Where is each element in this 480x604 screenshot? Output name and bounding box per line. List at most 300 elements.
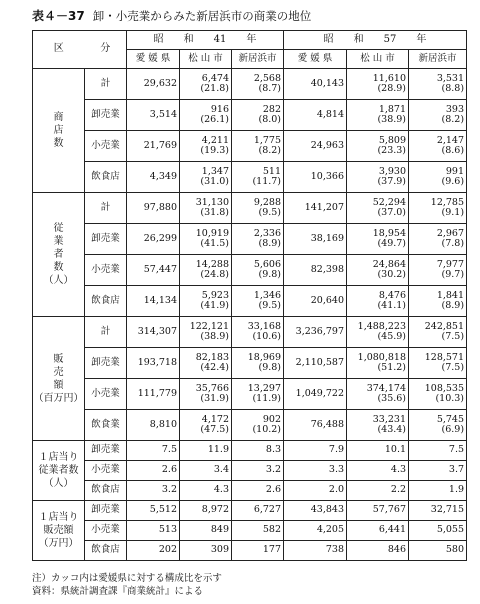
table-row — [33, 501, 467, 521]
cell-ratio: (7.5) — [441, 362, 465, 373]
cell-value: 5,809 — [378, 134, 407, 146]
cell-value: 5,606 — [253, 258, 282, 270]
table-cell — [409, 501, 467, 521]
table-cell — [347, 100, 409, 131]
cell-value: 12,785 — [430, 196, 465, 208]
table-cell — [409, 410, 467, 441]
table-cell — [284, 69, 347, 100]
cell-value: 18,969 — [247, 351, 282, 363]
table-cell — [127, 100, 180, 131]
row-label: 小売業 — [85, 131, 127, 162]
cell-value: 393 — [445, 103, 465, 115]
cell-value: 21,769 — [143, 139, 177, 151]
cell-ratio: (30.2) — [377, 269, 407, 280]
table-cell — [127, 255, 180, 286]
cell-value: 7.5 — [448, 444, 465, 456]
cell-value: 29,632 — [143, 77, 177, 89]
cell-value: 4,814 — [316, 108, 345, 120]
cell-ratio: (31.9) — [200, 393, 229, 404]
cell-value: 3.4 — [213, 464, 229, 476]
cell-ratio: (10.6) — [252, 331, 282, 342]
table-cell — [127, 410, 180, 441]
cell-value: 1,871 — [378, 103, 407, 115]
cell-value: 5,923 — [201, 289, 229, 301]
table-cell — [284, 224, 347, 255]
cell-value: 52,294 — [372, 196, 407, 208]
cell-value: 511 — [262, 165, 282, 177]
cell-ratio: (37.0) — [377, 207, 407, 218]
table-cell — [180, 521, 232, 541]
table-cell — [180, 255, 232, 286]
table-cell — [232, 441, 284, 461]
cell-value: 1,049,722 — [295, 387, 345, 399]
row-label: 卸売業 — [85, 100, 127, 131]
table-cell — [232, 348, 284, 379]
cell-value: 846 — [387, 544, 407, 556]
cell-ratio: (10.3) — [435, 393, 465, 404]
table-row — [33, 461, 467, 481]
table-cell — [127, 541, 180, 561]
table-cell — [347, 317, 409, 348]
table-row — [33, 317, 467, 348]
cell-value: 33,231 — [372, 413, 407, 425]
row-label: 小売業 — [85, 379, 127, 410]
header-row-periods — [33, 31, 467, 50]
table-cell — [127, 481, 180, 501]
cell-value: 111,779 — [137, 387, 177, 399]
table-cell — [180, 410, 232, 441]
cell-value: 309 — [210, 544, 229, 556]
cell-value: 122,121 — [189, 320, 229, 332]
table-cell — [347, 162, 409, 193]
cell-ratio: (49.7) — [377, 238, 407, 249]
cell-value: 9,288 — [253, 196, 282, 208]
table-cell — [127, 193, 180, 224]
cell-value: 3,930 — [378, 165, 407, 177]
cell-value: 18,954 — [372, 227, 407, 239]
cell-value: 8,810 — [149, 418, 177, 430]
row-label: 小売業 — [85, 521, 127, 541]
cell-ratio: (26.1) — [200, 114, 229, 125]
cell-value: 314,307 — [137, 325, 177, 337]
table-cell — [127, 521, 180, 541]
table-cell — [347, 348, 409, 379]
cell-ratio: (8.8) — [441, 83, 465, 94]
group-label: １店当り 販売額 （万円） — [33, 501, 85, 561]
table-cell — [180, 193, 232, 224]
table-cell — [232, 224, 284, 255]
cell-value: 4,211 — [201, 134, 229, 146]
cell-value: 2.2 — [390, 484, 407, 496]
cell-value: 374,174 — [366, 382, 407, 394]
table-cell — [347, 224, 409, 255]
cell-ratio: (37.9) — [377, 176, 407, 187]
cell-ratio: (21.8) — [200, 83, 229, 94]
cell-value: 1,841 — [436, 289, 465, 301]
cell-value: 108,535 — [424, 382, 465, 394]
header-col: 愛 媛 県 — [127, 50, 180, 69]
table-cell — [284, 131, 347, 162]
cell-value: 2.0 — [328, 484, 345, 496]
commerce-table — [32, 30, 467, 561]
table-row — [33, 410, 467, 441]
row-label: 卸売業 — [85, 224, 127, 255]
group-label: 従 業 者 数 （人） — [33, 193, 85, 317]
cell-value: 7.5 — [161, 444, 177, 456]
cell-value: 2,336 — [253, 227, 282, 239]
row-label: 計 — [85, 69, 127, 100]
row-label: 飲食店 — [85, 286, 127, 317]
cell-ratio: (9.7) — [441, 269, 465, 280]
table-row — [33, 348, 467, 379]
cell-value: 7.9 — [328, 444, 345, 456]
table-row — [33, 162, 467, 193]
table-cell — [347, 441, 409, 461]
cell-ratio: (9.5) — [258, 207, 282, 218]
table-cell — [409, 224, 467, 255]
cell-ratio: (24.8) — [200, 269, 229, 280]
table-cell — [284, 193, 347, 224]
header-col: 新居浜市 — [409, 50, 467, 69]
cell-value: 1,347 — [201, 165, 229, 177]
row-label: 計 — [85, 317, 127, 348]
cell-value: 902 — [262, 413, 282, 425]
header-corner-right: 分 — [85, 31, 127, 69]
cell-ratio: (51.2) — [377, 362, 407, 373]
table-cell — [180, 317, 232, 348]
cell-ratio: (8.9) — [258, 238, 282, 249]
cell-ratio: (38.9) — [200, 331, 229, 342]
note-line: 注）カッコ内は愛媛県に対する構成比を示す — [32, 573, 222, 584]
cell-value: 24,963 — [310, 139, 345, 151]
table-cell — [127, 162, 180, 193]
table-cell — [284, 255, 347, 286]
table-cell — [409, 131, 467, 162]
cell-ratio: (9.8) — [258, 269, 282, 280]
cell-ratio: (31.8) — [200, 207, 229, 218]
table-number: 表４－37 — [32, 9, 85, 23]
cell-value: 82,398 — [310, 263, 345, 275]
header-col: 松 山 市 — [347, 50, 409, 69]
table-cell — [127, 379, 180, 410]
cell-value: 3.3 — [328, 464, 345, 476]
table-cell — [232, 379, 284, 410]
table-row — [33, 100, 467, 131]
table-cell — [180, 162, 232, 193]
table-cell — [127, 131, 180, 162]
header-corner-left: 区 — [33, 31, 85, 69]
table-cell — [347, 410, 409, 441]
cell-value: 14,288 — [195, 258, 229, 270]
row-label: 小売業 — [85, 255, 127, 286]
table-cell — [409, 286, 467, 317]
cell-ratio: (45.9) — [377, 331, 407, 342]
cell-ratio: (9.6) — [441, 176, 465, 187]
table-cell — [232, 131, 284, 162]
table-cell — [409, 317, 467, 348]
table-cell — [180, 441, 232, 461]
cell-value: 14,134 — [143, 294, 177, 306]
cell-value: 3,514 — [149, 108, 177, 120]
table-cell — [127, 317, 180, 348]
cell-value: 3.7 — [448, 464, 465, 476]
cell-ratio: (23.3) — [377, 145, 407, 156]
cell-ratio: (28.9) — [377, 83, 407, 94]
table-row — [33, 255, 467, 286]
cell-value: 5,055 — [436, 524, 465, 536]
table-cell — [347, 461, 409, 481]
table-cell — [232, 100, 284, 131]
table-cell — [127, 461, 180, 481]
table-cell — [284, 317, 347, 348]
table-cell — [409, 348, 467, 379]
table-cell — [232, 481, 284, 501]
cell-value: 2,568 — [253, 72, 282, 84]
cell-value: 3.2 — [265, 464, 282, 476]
table-caption: 卸・小売業からみた新居浜市の商業の地位 — [92, 9, 312, 23]
group-label: １店当り 従業者数 （人） — [33, 441, 85, 501]
cell-ratio: (11.9) — [252, 393, 282, 404]
cell-value: 8,476 — [378, 289, 407, 301]
table-cell — [347, 286, 409, 317]
table-title — [32, 3, 311, 29]
cell-ratio: (47.5) — [200, 424, 229, 435]
cell-value: 57,767 — [372, 504, 407, 516]
cell-value: 8.3 — [265, 444, 282, 456]
cell-value: 10,919 — [195, 227, 229, 239]
cell-ratio: (38.9) — [377, 114, 407, 125]
cell-value: 128,571 — [424, 351, 465, 363]
cell-value: 513 — [158, 524, 177, 536]
table-cell — [409, 481, 467, 501]
cell-ratio: (8.2) — [441, 114, 465, 125]
cell-value: 2.6 — [161, 464, 177, 476]
table-cell — [409, 69, 467, 100]
cell-ratio: (41.1) — [377, 300, 407, 311]
table-cell — [347, 131, 409, 162]
table-cell — [180, 131, 232, 162]
table-row — [33, 286, 467, 317]
row-label: 卸売業 — [85, 501, 127, 521]
header-period-1966: 昭 和 41 年 — [127, 31, 284, 50]
header-col: 松 山 市 — [180, 50, 232, 69]
table-cell — [284, 441, 347, 461]
cell-ratio: (6.9) — [441, 424, 465, 435]
table-cell — [347, 193, 409, 224]
group-label: 商 店 数 — [33, 69, 85, 193]
table-cell — [284, 286, 347, 317]
cell-value: 4.3 — [213, 484, 229, 496]
row-label: 小売業 — [85, 461, 127, 481]
cell-value: 26,299 — [143, 232, 177, 244]
table-cell — [232, 410, 284, 441]
table-cell — [409, 461, 467, 481]
table-cell — [347, 501, 409, 521]
cell-value: 4,205 — [316, 524, 345, 536]
cell-ratio: (7.5) — [441, 331, 465, 342]
table-cell — [180, 461, 232, 481]
cell-ratio: (7.8) — [441, 238, 465, 249]
cell-value: 38,169 — [310, 232, 345, 244]
cell-ratio: (8.9) — [441, 300, 465, 311]
table-cell — [127, 286, 180, 317]
table-cell — [409, 255, 467, 286]
table-cell — [232, 541, 284, 561]
table-cell — [232, 461, 284, 481]
table-cell — [409, 541, 467, 561]
table-row — [33, 541, 467, 561]
cell-value: 1,080,818 — [357, 351, 407, 363]
cell-ratio: (8.7) — [258, 83, 282, 94]
cell-value: 11.9 — [207, 444, 229, 456]
table-cell — [180, 481, 232, 501]
table-cell — [409, 193, 467, 224]
table-cell — [180, 379, 232, 410]
cell-value: 11,610 — [372, 72, 407, 84]
cell-value: 24,864 — [372, 258, 407, 270]
cell-value: 20,640 — [310, 294, 345, 306]
table-row — [33, 224, 467, 255]
table-cell — [284, 501, 347, 521]
table-cell — [284, 379, 347, 410]
cell-value: 13,297 — [247, 382, 282, 394]
cell-value: 1,346 — [253, 289, 282, 301]
cell-value: 57,447 — [143, 263, 177, 275]
cell-ratio: (11.7) — [252, 176, 282, 187]
cell-ratio: (42.4) — [200, 362, 229, 373]
cell-value: 1,488,223 — [357, 320, 407, 332]
table-cell — [127, 441, 180, 461]
cell-value: 849 — [210, 524, 229, 536]
table-cell — [232, 193, 284, 224]
table-cell — [347, 379, 409, 410]
row-label: 飲食店 — [85, 162, 127, 193]
table-cell — [180, 541, 232, 561]
cell-ratio: (43.4) — [377, 424, 407, 435]
table-cell — [284, 410, 347, 441]
cell-value: 2,147 — [436, 134, 465, 146]
table-cell — [409, 521, 467, 541]
cell-value: 991 — [445, 165, 465, 177]
table-cell — [232, 521, 284, 541]
cell-value: 8,972 — [201, 504, 229, 516]
cell-value: 97,880 — [143, 201, 177, 213]
cell-value: 33,168 — [247, 320, 282, 332]
group-label: 販 売 額 （百万円） — [33, 317, 85, 441]
table-cell — [232, 501, 284, 521]
cell-value: 4,349 — [149, 170, 177, 182]
row-label: 卸売業 — [85, 441, 127, 461]
cell-value: 582 — [262, 524, 282, 536]
table-row — [33, 193, 467, 224]
header-col: 新居浜市 — [232, 50, 284, 69]
cell-value: 5,512 — [149, 504, 177, 516]
cell-value: 4,172 — [201, 413, 229, 425]
table-cell — [284, 541, 347, 561]
row-label: 飲食店 — [85, 481, 127, 501]
cell-value: 10.1 — [384, 444, 407, 456]
table-cell — [232, 69, 284, 100]
cell-value: 6,474 — [201, 72, 229, 84]
row-label: 計 — [85, 193, 127, 224]
cell-value: 2.6 — [265, 484, 282, 496]
cell-value: 31,130 — [195, 196, 229, 208]
cell-value: 193,718 — [137, 356, 177, 368]
table-row — [33, 379, 467, 410]
table-row — [33, 441, 467, 461]
table-row — [33, 69, 467, 100]
table-cell — [284, 348, 347, 379]
cell-value: 2,110,587 — [295, 356, 345, 368]
cell-ratio: (9.5) — [258, 300, 282, 311]
cell-value: 177 — [262, 544, 282, 556]
table-cell — [409, 100, 467, 131]
table-cell — [232, 162, 284, 193]
cell-value: 5,745 — [436, 413, 465, 425]
cell-value: 6,441 — [378, 524, 407, 536]
table-cell — [409, 379, 467, 410]
table-row — [33, 481, 467, 501]
table-cell — [347, 69, 409, 100]
table-cell — [127, 348, 180, 379]
table-cell — [180, 286, 232, 317]
cell-ratio: (35.6) — [377, 393, 407, 404]
cell-ratio: (8.2) — [258, 145, 282, 156]
cell-value: 3.2 — [161, 484, 177, 496]
table-cell — [284, 481, 347, 501]
cell-value: 32,715 — [430, 504, 465, 516]
table-cell — [232, 286, 284, 317]
cell-value: 738 — [325, 544, 345, 556]
cell-value: 7,977 — [436, 258, 465, 270]
cell-value: 916 — [210, 103, 229, 115]
cell-ratio: (10.2) — [252, 424, 282, 435]
table-cell — [284, 461, 347, 481]
cell-value: 10,366 — [310, 170, 345, 182]
cell-value: 4.3 — [390, 464, 407, 476]
cell-ratio: (19.3) — [200, 145, 229, 156]
table-row — [33, 131, 467, 162]
cell-value: 202 — [158, 544, 177, 556]
cell-ratio: (8.6) — [441, 145, 465, 156]
row-label: 卸売業 — [85, 348, 127, 379]
table-cell — [284, 162, 347, 193]
cell-value: 242,851 — [424, 320, 465, 332]
cell-value: 76,488 — [310, 418, 345, 430]
cell-value: 1,775 — [253, 134, 282, 146]
cell-ratio: (41.9) — [200, 300, 229, 311]
table-cell — [347, 521, 409, 541]
table-cell — [284, 100, 347, 131]
cell-ratio: (9.8) — [258, 362, 282, 373]
table-cell — [180, 501, 232, 521]
cell-value: 3,531 — [436, 72, 465, 84]
cell-value: 282 — [262, 103, 282, 115]
cell-ratio: (31.0) — [200, 176, 229, 187]
table-row — [33, 521, 467, 541]
table-cell — [180, 69, 232, 100]
table-cell — [127, 224, 180, 255]
table-cell — [347, 481, 409, 501]
header-col: 愛 媛 県 — [284, 50, 347, 69]
notes — [32, 572, 222, 598]
table-cell — [127, 69, 180, 100]
cell-ratio: (41.5) — [200, 238, 229, 249]
header-period-1982: 昭 和 57 年 — [284, 31, 467, 50]
cell-value: 40,143 — [310, 77, 345, 89]
table-cell — [409, 162, 467, 193]
table-cell — [232, 317, 284, 348]
